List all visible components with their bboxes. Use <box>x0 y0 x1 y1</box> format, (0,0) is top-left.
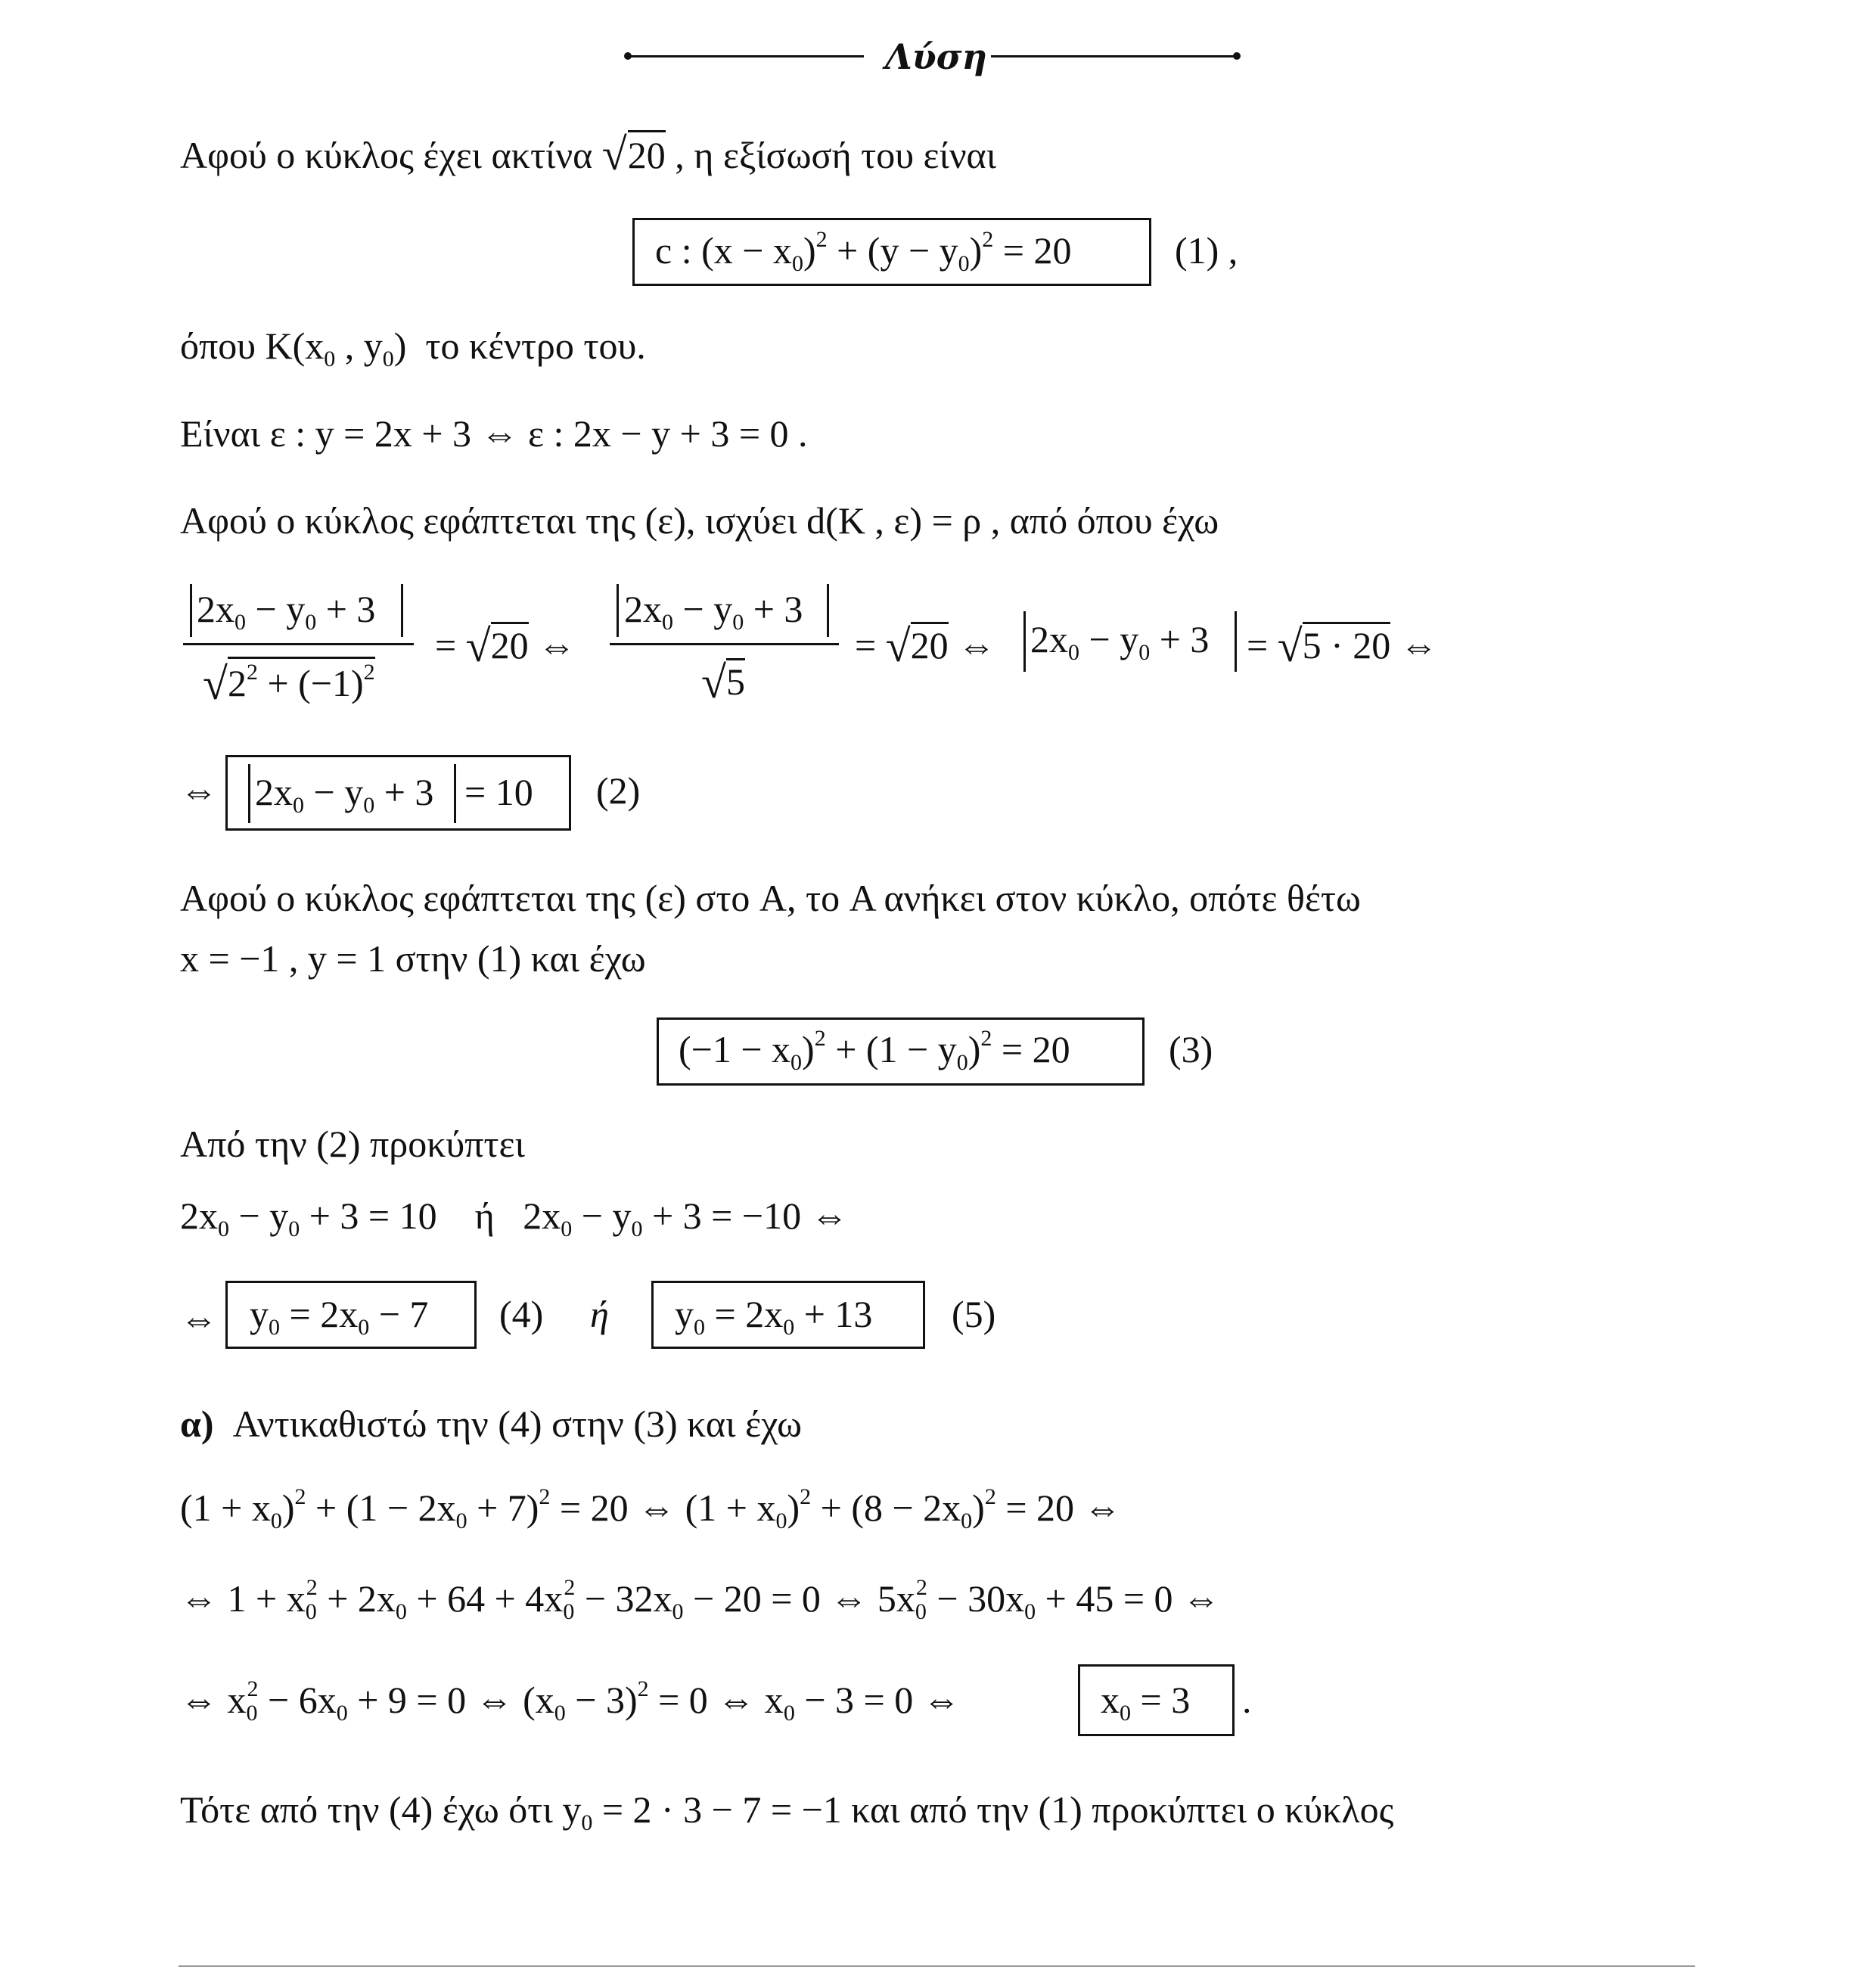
abs-expression: $2x_0 - y_0 + 3$ <box>1030 618 1210 665</box>
cases-line: $2x_0 - y_0 + 3 = 10$ ή $2x_0 - y_0 + 3 = -10$ ⇔ <box>180 1195 849 1241</box>
abs-bar <box>190 584 192 637</box>
abs-bar <box>617 584 619 637</box>
header-left-rule <box>629 55 864 57</box>
point-on-circle-line: Αφού ο κύκλος εφάπτεται της (ε) στο A, το A ανήκει στον κύκλο, οπότε θέτω <box>180 877 1361 919</box>
fraction-bar-2 <box>610 643 839 645</box>
eq4-expression: $y_0 = 2x_0 - 7$ <box>250 1293 429 1340</box>
abs-bar <box>1235 611 1237 672</box>
sqrt-20: √ 20 <box>601 129 666 179</box>
equals-sqrt-5-20: = √5 · 20 ⇔ <box>1247 621 1438 671</box>
eq5-label: (5) <box>952 1293 996 1335</box>
eq2-label: (2) <box>596 769 641 812</box>
or-word: ή <box>590 1293 609 1335</box>
numerator-2: $2x_0 - y_0 + 3$ <box>624 588 803 635</box>
header-right-rule <box>991 55 1237 57</box>
equals-sqrt20-2: = √20 ⇔ <box>855 621 996 671</box>
section-title: Λύση <box>885 36 987 77</box>
abs-bar <box>401 584 403 637</box>
x0-result: $x_0 = 3$ <box>1101 1679 1191 1726</box>
abs-bar <box>1023 611 1026 672</box>
numerator-1: $2x_0 - y_0 + 3$ <box>197 588 376 635</box>
eq3-label: (3) <box>1169 1028 1213 1070</box>
line-eq-epsilon: Είναι ε : y = 2x + 3 ⇔ ε : 2x − y + 3 = 0 . <box>180 412 808 455</box>
iff-arrow: ⇔ <box>180 769 218 812</box>
abs-bar <box>454 764 456 823</box>
header-right-dot <box>1233 52 1241 60</box>
part-alpha-line <box>180 1405 802 1443</box>
eq1-label: (1) , <box>1175 229 1238 272</box>
from-eq2-line: Από την (2) προκύπτει <box>180 1123 525 1165</box>
denominator-1: $√2^2 + (-1)^2$ <box>203 658 375 704</box>
intro-text-a: Αφού ο κύκλος έχει ακτίνα <box>180 134 602 176</box>
denominator-2: √5 <box>701 657 745 707</box>
abs-bar <box>827 584 829 637</box>
algebra-line-3: ⇔ $x_0^2 - 6x_0 + 9 = 0$ ⇔ $(x_0 - 3)^2 = 0$ ⇔ $x_0 - 3 = 0$ ⇔ <box>180 1676 961 1726</box>
fraction-bar-1 <box>183 643 414 645</box>
abs-bar <box>248 764 250 823</box>
conclusion-line: Τότε από την (4) έχω ότι $y_0 = 2 \cdot 3 - 7 = -1$ και από την (1) προκύπτει ο κύκλος <box>180 1788 1394 1835</box>
equals-sqrt20-1: = √20 ⇔ <box>435 621 576 671</box>
intro-line <box>180 129 997 179</box>
eq2-rhs: = 10 <box>464 771 533 813</box>
algebra-line-1: $(1 + x_0)^2 + (1 - 2x_0 + 7)^2 = 20$ ⇔ $(1 + x_0)^2 + (8 - 2x_0)^2 = 20$ ⇔ <box>180 1484 1122 1533</box>
eq5-expression: $y_0 = 2x_0 + 13$ <box>675 1293 873 1340</box>
substitution-line: x = −1 , y = 1 στην (1) και έχω <box>180 937 646 980</box>
tangent-condition-line: Αφού ο κύκλος εφάπτεται της (ε), ισχύει d(K , ε) = ρ , από όπου έχω <box>180 499 1219 542</box>
page-footer-rule <box>179 1965 1695 1967</box>
period: . <box>1242 1679 1252 1721</box>
part-alpha-text: Αντικαθιστώ την (4) στην (3) και έχω <box>232 1403 803 1445</box>
part-alpha-label: α) <box>180 1403 214 1445</box>
eq2-expression: $2x_0 - y_0 + 3$ <box>255 771 434 818</box>
iff-arrow: ⇔ <box>180 1297 218 1340</box>
eq3-expression: $(-1 - x_0)^2 + (1 - y_0)^2 = 20$ <box>679 1026 1070 1075</box>
circle-equation: c : $(x - x_0)^2 + (y - y_0)^2 = 20$ <box>655 227 1072 276</box>
eq4-label: (4) <box>499 1293 544 1335</box>
center-line: όπου $K(x_0$ , $y_0$) το κέντρο του. <box>180 325 646 371</box>
algebra-line-2: ⇔ $1 + x_0^2 + 2x_0 + 64 + 4x_0^2 - 32x_0 - 20 = 0$ ⇔ $5x_0^2 - 30x_0 + 45 = 0$ ⇔ <box>180 1575 1221 1624</box>
or-word: ή <box>474 1195 495 1237</box>
intro-text-b: , η εξίσωσή του είναι <box>665 134 997 176</box>
